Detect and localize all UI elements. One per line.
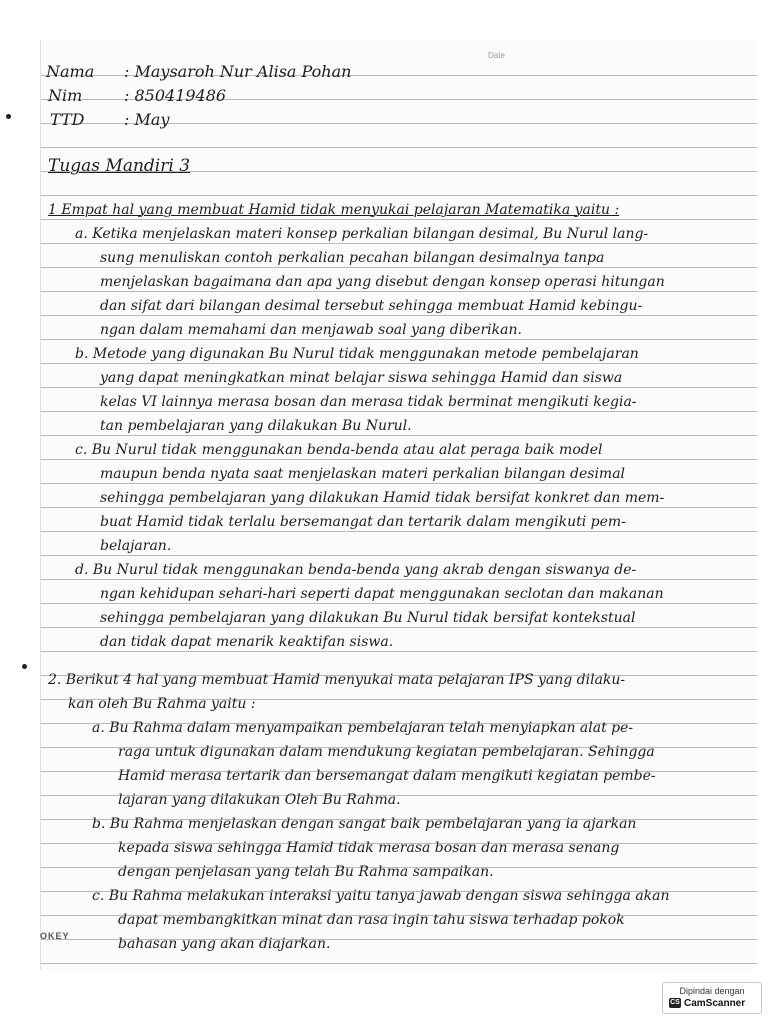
margin-mark [22, 664, 27, 669]
nim-value: : 850419486 [124, 86, 227, 105]
answer-line: c. Bu Nurul tidak menggunakan benda-benda atau alat peraga baik model [75, 442, 603, 458]
answer-line: sehingga pembelajaran yang dilakukan Hamid tidak bersifat konkret dan mem- [100, 490, 665, 506]
answer-line: 1 Empat hal yang membuat Hamid tidak menyukai pelajaran Matematika yaitu : [48, 202, 620, 218]
answer-line: a. Bu Rahma dalam menyampaikan pembelajaran telah menyiapkan alat pe- [92, 720, 634, 736]
camscanner-name: CamScanner [684, 998, 746, 1009]
answer-line: b. Metode yang digunakan Bu Nurul tidak menggunakan metode pembelajaran [75, 346, 639, 362]
answer-line: raga untuk digunakan dalam mendukung kegiatan pembelajaran. Sehingga [118, 744, 655, 760]
answer-line: sung menuliskan contoh perkalian pecahan bilangan desimalnya tanpa [100, 250, 605, 266]
answer-line: tan pembelajaran yang dilakukan Bu Nurul. [100, 418, 412, 434]
answer-line: buat Hamid tidak terlalu bersemangat dan tertarik dalam mengikuti pem- [100, 514, 626, 530]
ttd-signature: : May [124, 110, 170, 129]
answer-line: belajaran. [100, 538, 172, 554]
camscanner-brand [669, 998, 745, 1009]
answer-line: b. Bu Rahma menjelaskan dengan sangat baik pembelajaran yang ia ajarkan [92, 816, 637, 832]
answer-line: dengan penjelasan yang telah Bu Rahma sampaikan. [118, 864, 494, 880]
answer-line: d. Bu Nurul tidak menggunakan benda-benda yang akrab dengan siswanya de- [75, 562, 637, 578]
ttd-label: TTD [50, 110, 85, 129]
binding-hole-mark [6, 114, 11, 119]
answer-line: menjelaskan bagaimana dan apa yang disebut dengan konsep operasi hitungan [100, 274, 665, 290]
answer-line: dan sifat dari bilangan desimal tersebut sehingga membuat Hamid kebingu- [100, 298, 643, 314]
camscanner-logo-icon: CS [670, 999, 680, 1007]
answer-line: bahasan yang akan diajarkan. [118, 936, 331, 952]
answer-line: dapat membangkitkan minat dan rasa ingin tahu siswa terhadap pokok [118, 912, 625, 928]
answer-line: dan tidak dapat menarik keaktifan siswa. [100, 634, 394, 650]
answer-line: kan oleh Bu Rahma yaitu : [68, 696, 256, 712]
answer-line: kepada siswa sehingga Hamid tidak merasa bosan dan merasa senang [118, 840, 620, 856]
answer-line: 2. Berikut 4 hal yang membuat Hamid menyukai mata pelajaran IPS yang dilaku- [48, 672, 626, 688]
answer-line: yang dapat meningkatkan minat belajar siswa sehingga Hamid dan siswa [100, 370, 623, 386]
camscanner-watermark [662, 982, 762, 1014]
answer-line: kelas VI lainnya merasa bosan dan merasa tidak berminat mengikuti kegia- [100, 394, 637, 410]
nim-label: Nim [48, 86, 83, 105]
answer-line: maupun benda nyata saat menjelaskan materi perkalian bilangan desimal [100, 466, 626, 482]
answer-line: lajaran yang dilakukan Oleh Bu Rahma. [118, 792, 401, 808]
answer-line: ngan kehidupan sehari-hari seperti dapat menggunakan seclotan dan makanan [100, 586, 664, 602]
answer-line: Hamid merasa tertarik dan bersemangat dalam mengikuti kegiatan pembe- [118, 768, 656, 784]
nama-value: : Maysaroh Nur Alisa Pohan [124, 62, 352, 81]
camscanner-caption: Dipindai dengan [679, 986, 745, 996]
answer-line: c. Bu Rahma melakukan interaksi yaitu tanya jawab dengan siswa sehingga akan [92, 888, 670, 904]
nama-label: Nama [46, 62, 95, 81]
date-label: Date [488, 51, 505, 60]
answer-line: ngan dalam memahami dan menjawab soal yang diberikan. [100, 322, 522, 338]
answer-line: sehingga pembelajaran yang dilakukan Bu Nurul tidak bersifat kontekstual [100, 610, 636, 626]
assignment-title: Tugas Mandiri 3 [48, 156, 191, 176]
notebook-brand-mark: OKEY [40, 931, 70, 941]
answer-line: a. Ketika menjelaskan materi konsep perkalian bilangan desimal, Bu Nurul lang- [75, 226, 649, 242]
